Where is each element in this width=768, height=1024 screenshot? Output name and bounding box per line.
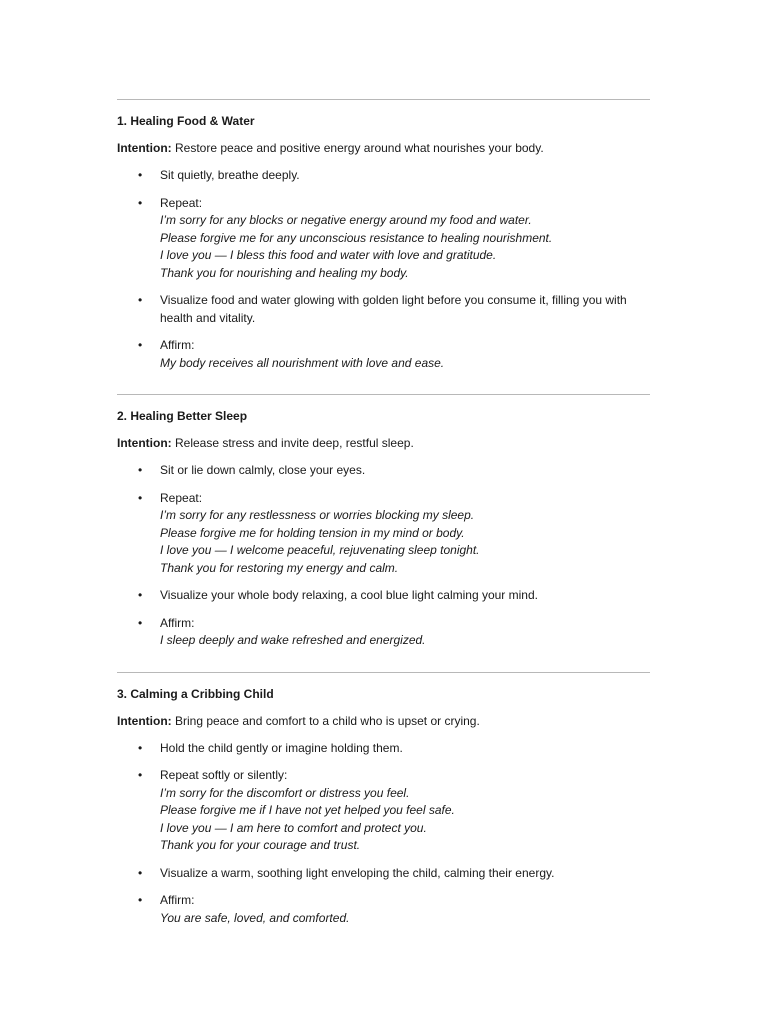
repeat-label: Repeat: [160, 490, 203, 505]
bullet-icon: • [138, 768, 143, 782]
intention-paragraph [117, 140, 650, 157]
document-page [117, 99, 650, 927]
repeat-label: Repeat softly or silently: [160, 768, 288, 782]
intention-label: Intention: [117, 436, 172, 450]
bullet-icon: • [138, 893, 143, 907]
repeat-label: Repeat: [160, 195, 203, 210]
list-item [117, 767, 650, 855]
bullet-icon: • [138, 865, 143, 880]
repeat-line: Please forgive me if I have not yet helped you feel safe. [160, 803, 455, 817]
intention-label: Intention: [117, 141, 172, 155]
section-divider [117, 672, 650, 673]
repeat-line: Thank you for restoring my energy and calm. [160, 560, 399, 575]
repeat-line: I’m sorry for any restlessness or worries blocking my sleep. [160, 508, 475, 522]
affirm-label: Affirm: [160, 893, 195, 907]
step-text: Sit quietly, breathe deeply. [160, 168, 300, 182]
section-divider [117, 394, 650, 395]
affirm-text: My body receives all nourishment with love and ease. [160, 355, 445, 370]
list-item [117, 865, 650, 883]
visualize-text: Visualize your whole body relaxing, a cool blue light calming your mind. [160, 588, 538, 602]
list-item [117, 195, 650, 283]
visualize-text: Visualize a warm, soothing light enveloping the child, calming their energy. [160, 865, 555, 880]
section-healing-better-sleep [117, 394, 650, 650]
repeat-line: I love you — I am here to comfort and protect you. [160, 820, 427, 835]
bullet-icon: • [138, 293, 143, 307]
bullet-icon: • [138, 195, 143, 210]
intention-paragraph [117, 435, 650, 452]
list-item [117, 462, 650, 480]
steps-list [117, 740, 650, 928]
list-item [117, 490, 650, 578]
section-heading: 3. Calming a Cribbing Child [117, 686, 274, 701]
bullet-icon: • [138, 463, 143, 477]
affirm-label: Affirm: [160, 615, 195, 630]
visualize-text: Visualize food and water glowing with golden light before you consume it, filling you with health and vitality. [160, 293, 627, 325]
bullet-icon: • [138, 588, 143, 602]
section-heading: 1. Healing Food & Water [117, 114, 255, 128]
list-item [117, 337, 650, 372]
section-calming-cribbing-child [117, 672, 650, 928]
repeat-line: Thank you for your courage and trust. [160, 838, 361, 852]
list-item [117, 615, 650, 650]
intention-text: Bring peace and comfort to a child who is upset or crying. [171, 713, 480, 728]
steps-list [117, 462, 650, 650]
affirm-label: Affirm: [160, 338, 195, 352]
list-item [117, 587, 650, 605]
intention-text: Restore peace and positive energy around what nourishes your body. [171, 141, 544, 155]
section-heading: 2. Healing Better Sleep [117, 409, 248, 423]
list-item [117, 740, 650, 758]
step-text: Sit or lie down calmly, close your eyes. [160, 463, 366, 477]
repeat-line: I’m sorry for the discomfort or distress you feel. [160, 785, 410, 800]
repeat-line: I’m sorry for any blocks or negative energy around my food and water. [160, 213, 532, 227]
affirm-text: You are safe, loved, and comforted. [160, 910, 350, 925]
steps-list [117, 167, 650, 372]
repeat-line: Please forgive me for any unconscious resistance to healing nourishment. [160, 230, 553, 245]
repeat-line: I love you — I bless this food and water with love and gratitude. [160, 248, 497, 262]
bullet-icon: • [138, 740, 143, 755]
bullet-icon: • [138, 490, 143, 505]
repeat-line: I love you — I welcome peaceful, rejuvenating sleep tonight. [160, 543, 480, 557]
intention-paragraph [117, 713, 650, 730]
repeat-line: Please forgive me for holding tension in my mind or body. [160, 525, 465, 540]
intention-label: Intention: [117, 713, 172, 728]
bullet-icon: • [138, 615, 143, 630]
affirm-text: I sleep deeply and wake refreshed and energized. [160, 633, 426, 647]
bullet-icon: • [138, 338, 143, 352]
intention-text: Release stress and invite deep, restful sleep. [171, 436, 414, 450]
step-text: Hold the child gently or imagine holding them. [160, 740, 403, 755]
list-item [117, 892, 650, 927]
list-item [117, 167, 650, 185]
section-healing-food-water [117, 99, 650, 372]
list-item [117, 292, 650, 327]
repeat-line: Thank you for nourishing and healing my body. [160, 265, 409, 280]
bullet-icon: • [138, 168, 143, 182]
section-divider [117, 99, 650, 100]
